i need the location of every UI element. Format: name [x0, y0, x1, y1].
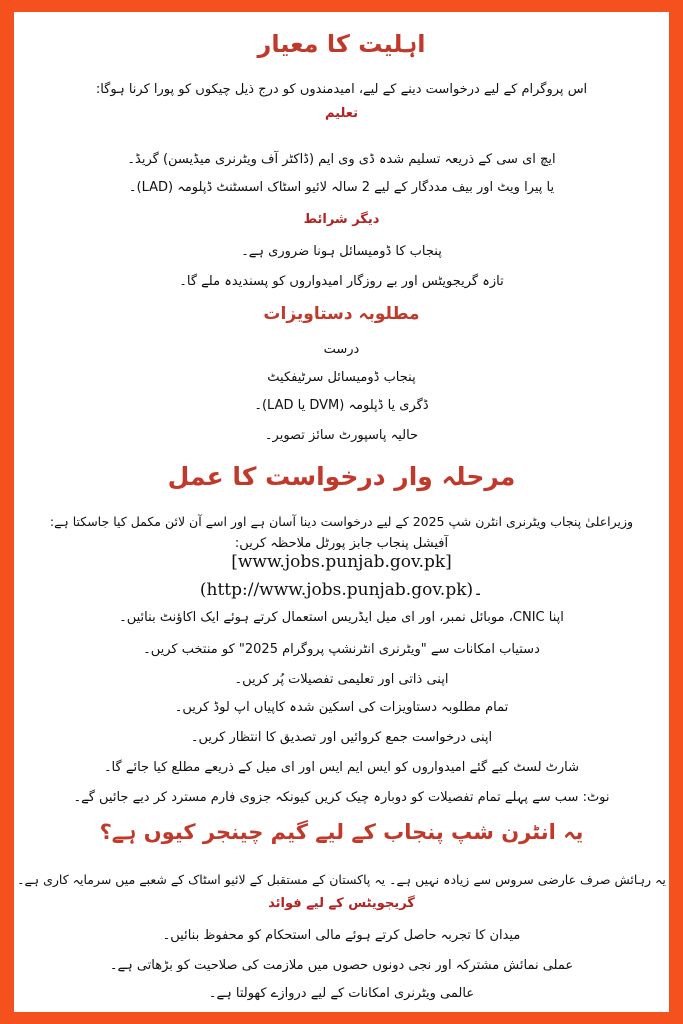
education-item-1: ایچ ای سی کے ذریعہ تسلیم شدہ ڈی وی ایم (ڈاکٹر آف ویٹرنری میڈیسن) گریڈ۔ — [127, 152, 556, 167]
step-note: نوٹ: سب سے پہلے تمام تفصیلات کو دوبارہ چیک کریں کیونکہ جزوی فارم مسترد کر دیے جائیں گے۔ — [73, 790, 610, 805]
other-condition-1: پنجاب کا ڈومیسائل ہونا ضروری ہے۔ — [241, 244, 442, 259]
other-condition-2: تازہ گریجویٹس اور بے روزگار امیدواروں کو پسندیدہ ملے گا۔ — [179, 274, 504, 289]
portal-url-link[interactable]: (http://www.jobs.punjab.gov.pk)۔ — [199, 580, 484, 600]
why-heading: یہ انٹرن شپ پنجاب کے لیے گیم چینجر کیوں ہے؟ — [99, 820, 584, 844]
document-item-2: پنجاب ڈومیسائل سرٹیفکیٹ — [267, 370, 416, 385]
step-4: تمام مطلوبہ دستاویزات کی اسکین شدہ کاپیاں اپ لوڈ کریں۔ — [174, 700, 509, 715]
process-intro: وزیراعلیٰ پنجاب ویٹرنری انٹرن شپ 2025 کے لیے درخواست دینا آسان ہے اور اسے آن لائن مکمل کیا جاسکتا ہے: — [49, 514, 634, 529]
education-heading: تعلیم — [324, 106, 359, 121]
documents-heading: مطلوبہ دستاویزات — [263, 304, 420, 324]
step-2: دستیاب امکانات سے "ویٹرنری انٹرنشپ پروگرام 2025" کو منتخب کریں۔ — [143, 642, 540, 657]
education-item-2: یا پیرا ویٹ اور بیف مددگار کے لیے 2 سالہ لائیو اسٹاک اسسٹنٹ ڈپلومہ (LAD)۔ — [128, 180, 555, 195]
why-intro: یہ رہائش صرف عارضی سروس سے زیادہ نہیں ہے۔ یہ پاکستان کے مستقبل کے لائیو اسٹاک کے شعبے میں سرمایہ کاری ہے۔ — [17, 872, 666, 887]
eligibility-intro: اس پروگرام کے لیے درخواست دینے کے لیے، امیدمندوں کو درج ذیل چیکوں کو پورا کرنا ہوگا: — [95, 82, 588, 97]
benefits-heading: گریجویٹس کے لیے فوائد — [268, 896, 415, 911]
eligibility-heading: اہلیت کا معیار — [257, 30, 426, 58]
step-5: اپنی درخواست جمع کروائیں اور تصدیق کا انتظار کریں۔ — [190, 730, 493, 745]
benefit-1: میدان کا تجربہ حاصل کرتے ہوئے مالی استحکام کو محفوظ بنائیں۔ — [162, 928, 521, 943]
document-page — [14, 12, 669, 1012]
benefit-3: عالمی ویٹرنری امکانات کے لیے دروازے کھولتا ہے۔ — [208, 986, 475, 1001]
portal-label: آفیشل پنجاب جابز پورٹل ملاحظہ کریں: — [234, 536, 449, 551]
step-3: اپنی ذاتی اور تعلیمی تفصیلات پُر کریں۔ — [234, 672, 449, 687]
step-6: شارٹ لسٹ کیے گئے امیدواروں کو ایس ایم ایس اور ای میل کے ذریعے مطلع کیا جائے گا۔ — [103, 760, 580, 775]
portal-url[interactable]: [www.jobs.punjab.gov.pk] — [231, 552, 452, 572]
process-heading: مرحلہ وار درخواست کا عمل — [167, 462, 516, 491]
other-conditions-heading: دیگر شرائط — [303, 212, 380, 227]
step-1: اپنا CNIC، موبائل نمبر، اور ای میل ایڈریس استعمال کرتے ہوئے ایک اکاؤنٹ بنائیں۔ — [119, 610, 564, 625]
benefit-2: عملی نمائش مشترکہ اور نجی دونوں حصوں میں ملازمت کی صلاحیت کو بڑھاتی ہے۔ — [109, 958, 574, 973]
document-item-3: ڈگری یا ڈپلومہ (DVM یا LAD)۔ — [254, 398, 429, 413]
document-item-1: درست — [323, 342, 360, 357]
document-item-4: حالیہ پاسپورٹ سائز تصویر۔ — [264, 428, 419, 443]
